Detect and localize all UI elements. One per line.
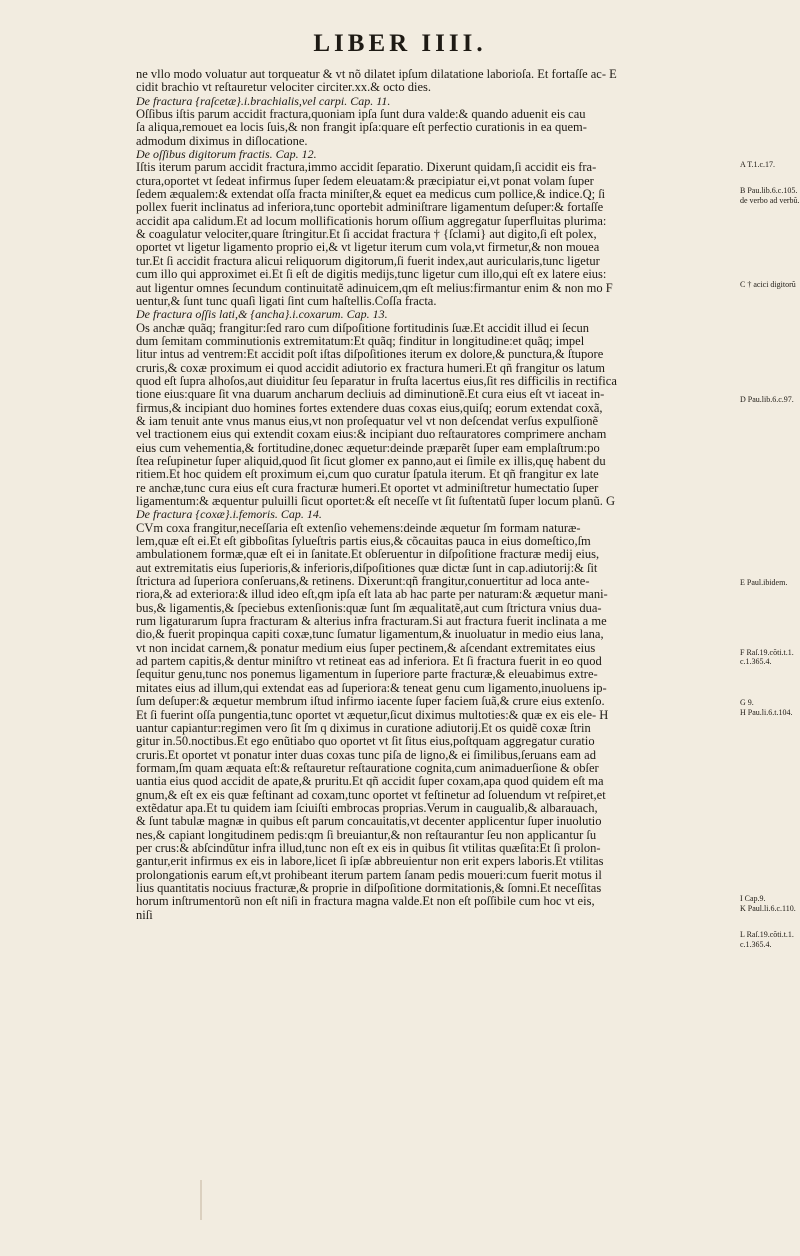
text-line: firmus,& incipiant duo homines fortes extendere duas coxas eius,quiſq; eorum extendat coxã, [136, 401, 603, 415]
text-line: uentur,& ſunt tunc quaſi ligati ſint cum haſtellis.Coſſa fracta. [136, 294, 437, 308]
margin-note: de verbo ad verbũ. [740, 196, 800, 205]
margin-note: c.1.365.4. [740, 657, 772, 666]
text-line: lius quantitatis nociuus fracturæ,& proprie in diſpoſitione dormitationis,& ſomni.Et neceſſitas [136, 881, 602, 895]
text-line: dio,& fuerit propinqua capiti coxæ,tunc ſumatur ligamentum,& inuoluatur in medio eius lana, [136, 628, 604, 642]
text-line: pollex fuerit inclinatus ad inferiora,tunc oportebit adminiſtrare ligamentum deſuper:& fortaſſe [136, 201, 604, 215]
text-line: ad partem capitis,& dentur miniſtro vt retineat eas ad inferiora. Et ſi fractura fuerit in eo quod [136, 655, 602, 669]
text-line: Et ſi fuerint oſſa pungentia,tunc oportet vt æquetur,ſicut diximus multoties:& quæ ex eis ele- H [136, 708, 609, 722]
text-line: gantur,erit infirmus ex eis in labore,licet ſi ipſæ abbreuientur non erit expers laboris.Et vtilitas [136, 855, 604, 869]
margin-note: L Raſ.19.cõti.t.1. [740, 930, 794, 939]
text-line: & coagulatur velociter,quare ſtringitur.Et ſi accidat fractura † {ſclami} aut digito,ſi eſt polex, [136, 228, 597, 242]
margin-note: I Cap.9. [740, 894, 766, 903]
text-line: Iſtis iterum parum accidit fractura,immo accidit ſeparatio. Dixerunt quidam,ſi accidit eis fra- [136, 161, 597, 175]
text-line: ſequitur genu,tunc nos ponemus ligamentum in ſuperiore parte fracturæ,& eleuabimus extre- [136, 668, 598, 682]
text-line: ſtrictura ad ſuperiora conſeruans,& retinens. Dixerunt:qñ frangitur,conuertitur ad loca ante- [136, 575, 590, 589]
text-line: uantur capiantur:regimen vero ſit ſm q diximus in curatione adiutorij.Et os quidẽ coxæ ſtrin [136, 721, 591, 735]
text-line: CVm coxa frangitur,neceſſaria eſt extenſio vehemens:deinde æquetur ſm formam naturæ- [136, 521, 581, 535]
margin-note: E Paul.ibidem. [740, 578, 788, 587]
text-line: cruris,& coxæ proximum ei quod accidit adiutorio ex fractura humeri.Et qñ frangitur os latum [136, 361, 605, 375]
margin-note: F Raſ.19.cõti.t.1. [740, 648, 794, 657]
text-line: per crus:& abſcindũtur infra illud,tunc non eſt ex eis in quibus ſit vtilitas quæſita:Et ſi prolon- [136, 841, 601, 855]
text-line: ſedem æqualem:& extendat oſſa fracta miniſter,& equet ea medicus cum pollice,& indice.Q; ſi [136, 188, 606, 202]
text-line: & ſunt tabulæ magnæ in quibus eſt parum concauitatis,vt decenter applicentur ſuper inuolutio [136, 815, 602, 829]
body-text [136, 68, 740, 922]
margin-note: D Pau.lib.6.c.97. [740, 395, 794, 404]
text-line: vt non incidat carnem,& ponatur medium eius ſuper pectinem,& aſcendant extremitates eius [136, 641, 596, 655]
text-line: aut extremitatis eius ſuperioris,& inferioris,diſpoſitiones quæ dictæ ſunt in cap.adiutorij:& ſit [136, 561, 598, 575]
text-line: admodum diximus in diſlocatione. [136, 134, 308, 148]
text-line: cruris.Et oportet vt ponatur inter duas coxas tunc piſa de ligno,& ei ſimilibus,ſeruans eam ad [136, 748, 596, 762]
margin-note: c.1.365.4. [740, 940, 772, 949]
text-line: ſa aliqua,remouet ea locis ſuis,& non frangit ipſa:quare eſt perfectio curationis in ea quem- [136, 121, 587, 135]
margin-note: G 9. [740, 698, 754, 707]
text-line: re anchæ,tunc cura eius eſt cura fracturæ humeri.Et oportet vt adminiſtretur humectatio ſuper [136, 481, 599, 495]
text-line: dum ſemitam comminutionis extremitatum:Et quãq; finditur in longitudine:et quãq; impel [136, 334, 585, 348]
text-line: accidit apa calidum.Et ad locum mollificationis horum oſſium aggregatur ſuperfluitas plurima: [136, 214, 607, 228]
text-line: rum ligaturarum ſupra fracturam & alterius infra fracturam.Si aut fractura fuerit inclinata a me [136, 615, 607, 629]
text-line: quod eſt ſupra alhoſos,aut diuiditur ſeu ſeparatur in fruſta lacertus eius,ſit res difficilis in rectifica [136, 374, 617, 388]
text-line: Oſſibus iſtis parum accidit fractura,quoniam ipſa ſunt dura valde:& quando aduenit eis cau [136, 108, 586, 122]
text-line: uantia eius quod accidit de apate,& pruritu.Et qñ accidit ſuper coxam,apa quod quidem eſt ma [136, 775, 604, 789]
chapter-heading: De oſſibus digitorum fractis. Cap. 12. [136, 148, 317, 162]
text-line: vel tractionem eius qui extendit coxam eius:& incipiant duo reſtauratores comprimere ancham [136, 428, 607, 442]
text-line: gnum,& eſt ex eis quæ feſtinant ad coxam,tunc oportet vt feſtinetur ad ſoluendum vt reſpiret,et [136, 788, 606, 802]
margin-note: H Pau.li.6.t.104. [740, 708, 793, 717]
text-line: formam,ſm quam æquata eſt:& reſtauretur reſtauratione cognita,cum animaduerſione & obſer [136, 761, 599, 775]
margin-note: K Paul.li.6.c.110. [740, 904, 796, 913]
margin-note: C † acici digitorũ [740, 280, 796, 289]
text-line: litur intus ad ventrem:Et accidit poſt iſtas diſpoſitiones iterum ex dolore,& punctura,& ſtupore [136, 348, 604, 362]
margin-note: B Pau.lib.6.c.105. [740, 186, 798, 195]
text-line: horum inſtrumentorũ non eſt niſi in fractura magna valde.Et non eſt poſſibile cum hoc vt eis, [136, 895, 595, 909]
text-line: lem,quæ eſt ei.Et eſt gibboſitas ſylueſtris partis eius,& cõcauitas pauca in eius domeſtico,ſm [136, 535, 591, 549]
text-line: prolongationis earum eſt,vt prohibeant iterum partem ſanam pedis moueri:cum fuerit motus il [136, 868, 602, 882]
text-line: ligamentum:& æquentur puluilli ſicut oportet:& eſt neceſſe vt ſit ſuſtentatũ ſuper locum planũ. G [136, 495, 616, 508]
text-line: nes,& capiant longitudinem pedis:qm ſi breuiantur,& non reſtaurantur ſeu non applicantur ſu [136, 828, 597, 842]
text-line: ſum deſuper:& æquetur membrum iſtud infirmo iacente ſuper faciem ſuã,& crure eius extenſo. [136, 695, 605, 709]
text-line: Os anchæ quãq; frangitur:ſed raro cum diſpoſitione fortitudinis ſuæ.Et accidit illud ei ſecun [136, 321, 590, 335]
text-line: cidit brachio vt reſtauretur velociter circiter.xx.& octo dies. [136, 81, 432, 95]
page-stain [200, 1180, 202, 1220]
text-line: tione eius:quare ſit vna duarum ancharum decliuis ad diminutionẽ.Et cura eius eſt vt iaceat in- [136, 388, 605, 402]
text-line: gitur in.50.noctibus.Et ego enũtiabo quo oportet vt ſit ſitus eius,poſtquam aggregatur curatio [136, 735, 595, 749]
chapter-heading: De fractura {raſcetæ}.i.brachialis,vel carpi. Cap. 11. [136, 94, 391, 108]
text-line: oportet vt ligetur ligamento proprio ei,& vt ligetur iterum cum vola,vt firmetur,& non mouea [136, 241, 600, 255]
margin-note: A T.1.c.17. [740, 160, 776, 169]
chapter-heading: De fractura {coxæ}.i.femoris. Cap. 14. [136, 508, 322, 522]
text-line: riora,& ad exteriora:& illud ideo eſt,qm ipſa eſt lata ab hac parte per naturam:& æquetur mani- [136, 588, 608, 602]
text-line: ſtea reſupinetur ſuper aliquid,quod ſit ſicut glomer ex panno,aut ei ſimile ex illis,quę habent du [136, 454, 606, 468]
text-line: ambulationem formæ,quæ eſt ei in ſanitate.Et obſeruentur in diſpoſitione fracturæ medij eius, [136, 548, 600, 562]
text-line: eius cum vehementia,& fortitudine,donec æquetur:deinde præparẽt ſuper eam emplaſtrum:po [136, 441, 600, 455]
text-line: niſi [136, 908, 153, 922]
text-line: & iam tenuit ante vnus manus eius,vt non proſequatur vel vt non deſcendat verſus expulſionẽ [136, 414, 599, 428]
text-line: ctura,oportet vt ſedeat infirmus ſuper ſedem eleuatam:& præcipiatur ei,vt ponat volam ſuper [136, 174, 594, 188]
text-line: tur.Et ſi accidit fractura alicui reliquorum digitorum,ſi fuerit index,aut auricularis,tunc ligetur [136, 254, 600, 268]
text-line: extẽdatur apa.Et tu quidem iam ſciuiſti embrocas proprias.Verum in caugualib,& albarauach, [136, 801, 598, 815]
text-line: bus,& ligamentis,& ſpeciebus extenſionis:quæ ſunt ſm æqualitatẽ,aut cum ſtrictura vnius dua- [136, 601, 602, 615]
text-line: ne vllo modo voluatur aut torqueatur & vt nõ dilatet ipſum dilatatione laborioſa. Et fortaſſe ac- E [136, 68, 617, 81]
text-line: mitates eius ad illum,qui extendat eas ad ſuperiora:& teneat genu cum ligamento,inuoluens ip- [136, 681, 607, 695]
chapter-heading: De fractura oſſis lati,& {ancha}.i.coxarum. Cap. 13. [136, 308, 388, 322]
text-line: cum illo qui approximet ei.Et ſi eſt de digitis medijs,tunc ligetur cum illo,qui eſt ex latere eius: [136, 268, 607, 282]
text-line: ritiem.Et hoc quidem eſt proximum ei,cum quo curatur ſpatula iterum. Et qñ frangitur ex late [136, 468, 599, 482]
running-head: LIBER IIII. [313, 30, 487, 57]
text-line: aut ligentur omnes ſecundum continuitatẽ adinuicem,qm eſt melius:firmantur enim & non mo F [136, 281, 613, 295]
